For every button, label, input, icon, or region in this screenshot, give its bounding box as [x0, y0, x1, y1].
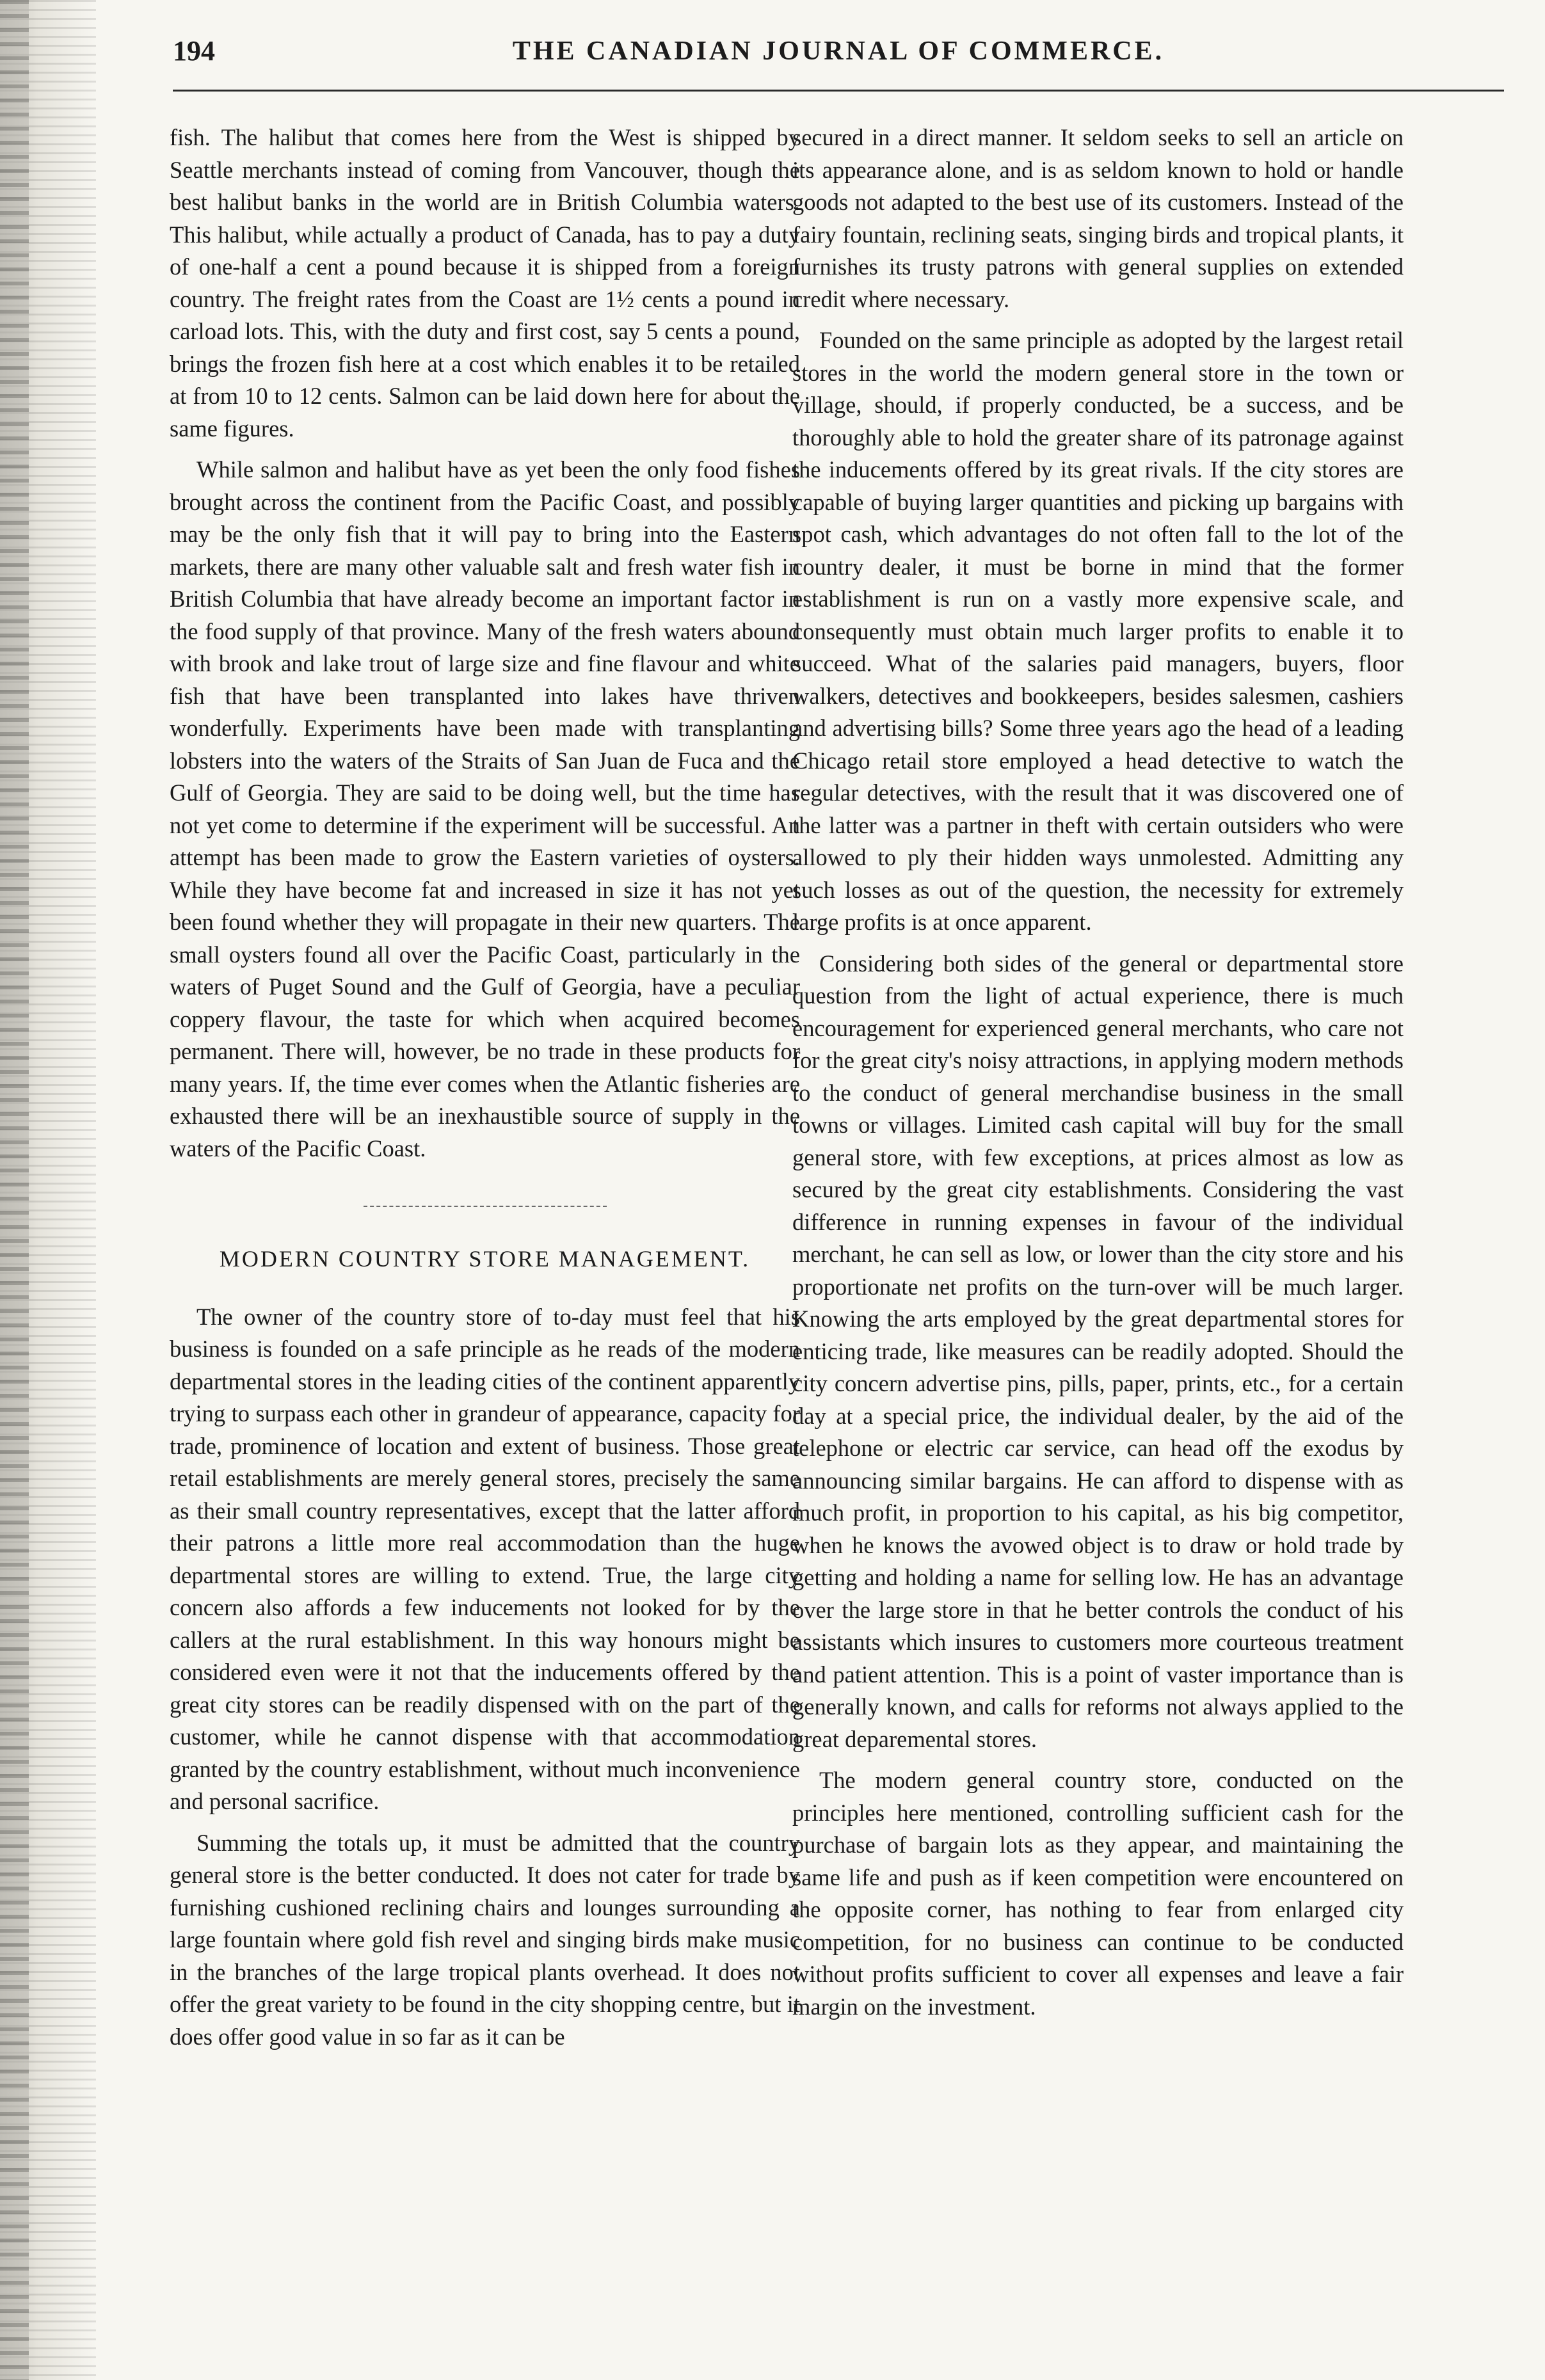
section-heading: MODERN COUNTRY STORE MANAGEMENT.: [219, 1246, 751, 1272]
section-divider: [364, 1206, 607, 1207]
article-paragraph: fish. The halibut that comes here from the West is shipped by Seattle merchants instead of coming from Vancouver, though the best halibut banks in the world are in British Columbia waters. This halibut, while actually a product of Canada, has to pay a duty of one-half a cent a pound because it is shipped from a foreign country. The freight rates from the Coast are 1½ cents a pound in carload lots. This, with the duty and first cost, say 5 cents a pound, brings the frozen fish here at a cost which enables it to be retailed at from 10 to 12 cents. Salmon can be laid down here for about the same figures.: [170, 124, 800, 442]
page-binding-edge: [0, 0, 96, 2380]
article-paragraph: Founded on the same principle as adopted by the largest retail stores in the world the modern general store in the town or village, should, if properly conducted, be a success, and be thoroughly able to hold the greater share of its patronage against the inducements offered by its great rivals. If the city stores are capable of buying larger quantities and picking up bargains with spot cash, which advantages do not often fall to the lot of the country dealer, it must be borne in mind that the former establishment is run on a vastly more expensive scale, and consequently must obtain much larger profits to enable it to succeed. What of the salaries paid managers, buyers, floor walkers, detectives and bookkeepers, besides salesmen, cashiers and advertising bills? Some three years ago the head of a leading Chicago retail store employed a head detective to watch the regular detectives, with the result that it was discovered one of the latter was a partner in theft with certain outsiders who were allowed to ply their hidden ways unmolested. Admitting any such losses as out of the question, the necessity for extremely large profits is at once apparent.: [792, 327, 1404, 935]
page-number: 194: [173, 35, 215, 67]
page-header: [173, 32, 1504, 92]
article-paragraph: Summing the totals up, it must be admitted that the country general store is the better conducted. It does not cater for trade by furnishing cushioned reclining chairs and lounges surrounding a large fountain where gold fish revel and singing birds make music in the branches of the large tropical plants overhead. It does not offer the great variety to be found in the city shopping centre, but it does offer good value in so far as it can be: [170, 1829, 800, 2050]
journal-title: THE CANADIAN JOURNAL OF COMMERCE.: [512, 36, 1165, 66]
article-paragraph: Considering both sides of the general or departmental store question from the light of actual experience, there is much encouragement for experienced general merchants, who care not for the great city's noisy attractions, in applying modern methods to the conduct of general merchandise business in the small towns or villages. Limited cash capital will buy for the small general store, with few exceptions, at prices almost as low as secured by the great city establishments. Considering the vast difference in running expenses in favour of the individual merchant, he can sell as low, or lower than the city store and his proportionate net profits on the turn-over will be much larger. Knowing the arts employed by the great departmental stores for enticing trade, like measures can be readily adopted. Should the city concern advertise pins, pills, paper, prints, etc., for a certain day at a special price, the individual dealer, by the aid of the telephone or electric car service, can head off the exodus by announcing similar bargains. He can afford to dispense with as much profit, in proportion to his capital, as his big competitor, when he knows the avowed object is to draw or hold trade by getting and holding a name for selling low. He has an advantage over the large store in that he better controls the conduct of his assistants which insures to customers more courteous treatment and patient attention. This is a point of vaster importance than is generally known, and calls for reforms not always applied to the great deparemental stores.: [792, 950, 1404, 1752]
article-paragraph: The owner of the country store of to-day must feel that his business is founded on a safe principle as he reads of the modern departmental stores in the leading cities of the continent apparently trying to surpass each other in grandeur of appearance, capacity for trade, prominence of location and extent of business. Those great retail establishments are merely general stores, precisely the same as their small country representatives, except that the latter afford their patrons a little more real accommodation than the huge departmental stores are willing to extend. True, the large city concern also affords a few inducements not looked for by the callers at the rural establishment. In this way honours might be considered even were it not that the inducements offered by the great city stores can be readily dispensed with on the part of the customer, while he cannot dispense with that accommodation granted by the country establishment, without much inconvenience and personal sacrifice.: [170, 1303, 800, 1814]
article-paragraph: The modern general country store, conducted on the principles here mentioned, controlling sufficient cash for the purchase of bargain lots as they appear, and maintaining the same life and push as if keen competition were encountered on the opposite corner, has nothing to fear from enlarged city competition, for no business can continue to be conducted without profits sufficient to cover all expenses and leave a fair margin on the investment.: [792, 1767, 1404, 2020]
left-column: [170, 122, 800, 2053]
right-column: [792, 122, 1404, 2023]
article-paragraph: secured in a direct manner. It seldom seeks to sell an article on its appearance alone, and is as seldom known to hold or handle goods not adapted to the best use of its customers. Instead of the fairy fountain, reclining seats, singing birds and tropical plants, it furnishes its trusty patrons with general supplies on extended credit where necessary.: [792, 124, 1404, 312]
article-paragraph: While salmon and halibut have as yet been the only food fishes brought across the continent from the Pacific Coast, and possibly may be the only fish that it will pay to bring into the Eastern markets, there are many other valuable salt and fresh water fish in British Columbia that have already become an important factor in the food supply of that province. Many of the fresh waters abound with brook and lake trout of large size and fine flavour and white fish that have been transplanted into lakes have thriven wonderfully. Experiments have been made with transplanting lobsters into the waters of the Straits of San Juan de Fuca and the Gulf of Georgia. They are said to be doing well, but the time has not yet come to determine if the experiment will be successful. An attempt has been made to grow the Eastern varieties of oysters. While they have become fat and increased in size it has not yet been found whether they will propagate in their new quarters. The small oysters found all over the Pacific Coast, particularly in the waters of Puget Sound and the Gulf of Georgia, have a peculiar coppery flavour, the taste for which when acquired becomes permanent. There will, however, be no trade in these products for many years. If, the time ever comes when the Atlantic fisheries are exhausted there will be an inexhaustible source of supply in the waters of the Pacific Coast.: [170, 456, 800, 1162]
